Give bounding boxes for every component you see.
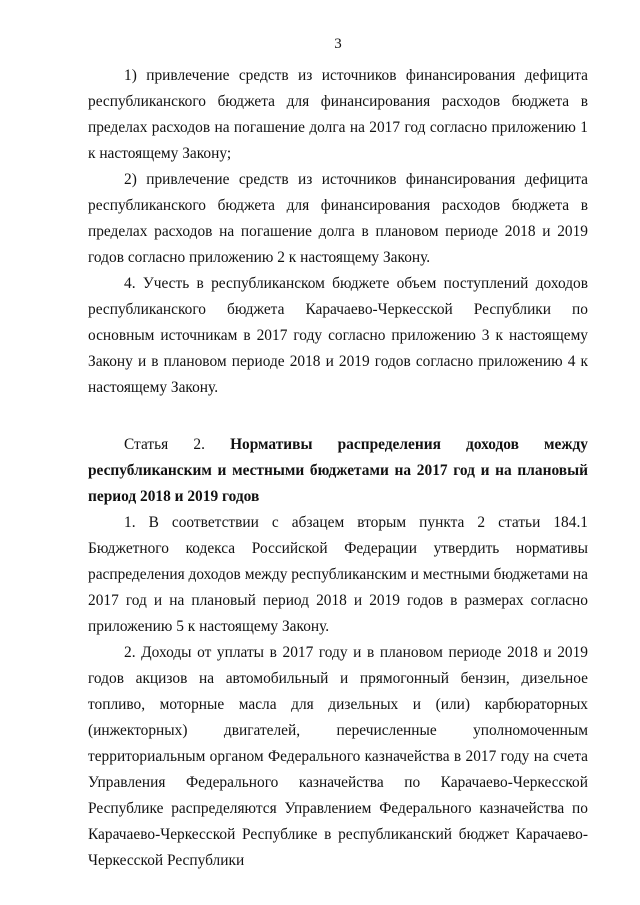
article-number: Статья 2.	[124, 436, 205, 453]
page-number: 3	[334, 36, 342, 52]
paragraph-item-1: 1) привлечение средств из источников финансирования дефицита республиканского бюджета для финансирования расходов бюджета в пределах расходов на погашение долга на 2017 год согласно приложению 1 к настоящему Закону;	[88, 67, 588, 162]
article-heading	[88, 432, 588, 510]
paragraph-article2-point-2: 2. Доходы от уплаты в 2017 году и в плановом периоде 2018 и 2019 годов акцизов на автомобильный и прямогонный бензин, дизельное топливо, моторные масла для дизельных и (или) карбюраторных (инжекторных) двигателей, перечисленные уполномоченным территориальным органом Федерального казначейства в 2017 году на счета Управления Федерального казначейства по Карачаево-Черкесской Республике распределяются Управлением Федерального казначейства по Карачаево-Черкесской Республике в республиканский бюджет Карачаево-Черкесской Республики	[88, 644, 588, 869]
paragraph-point-4: 4. Учесть в республиканском бюджете объем поступлений доходов республиканского бюджета Карачаево-Черкесской Республики по основным источникам в 2017 году согласно приложению 3 к настоящему Закону и в плановом периоде 2018 и 2019 годов согласно приложению 4 к настоящему Закону.	[88, 275, 588, 396]
article-title: Нормативы распределения доходов между республиканским и местными бюджетами на 2017 год и на плановый период 2018 и 2019 годов	[88, 436, 588, 505]
paragraph-article2-point-1: 1. В соответствии с абзацем вторым пункта 2 статьи 184.1 Бюджетного кодекса Российской Федерации утвердить нормативы распределения доходов между республиканским и местными бюджетами на 2017 год и на плановый период 2018 и 2019 годов в размерах согласно приложению 5 к настоящему Закону.	[88, 514, 588, 635]
paragraph-item-2: 2) привлечение средств из источников финансирования дефицита республиканского бюджета для финансирования расходов бюджета в пределах расходов на погашение долга в плановом периоде 2018 и 2019 годов согласно приложению 2 к настоящему Закону.	[88, 171, 588, 266]
